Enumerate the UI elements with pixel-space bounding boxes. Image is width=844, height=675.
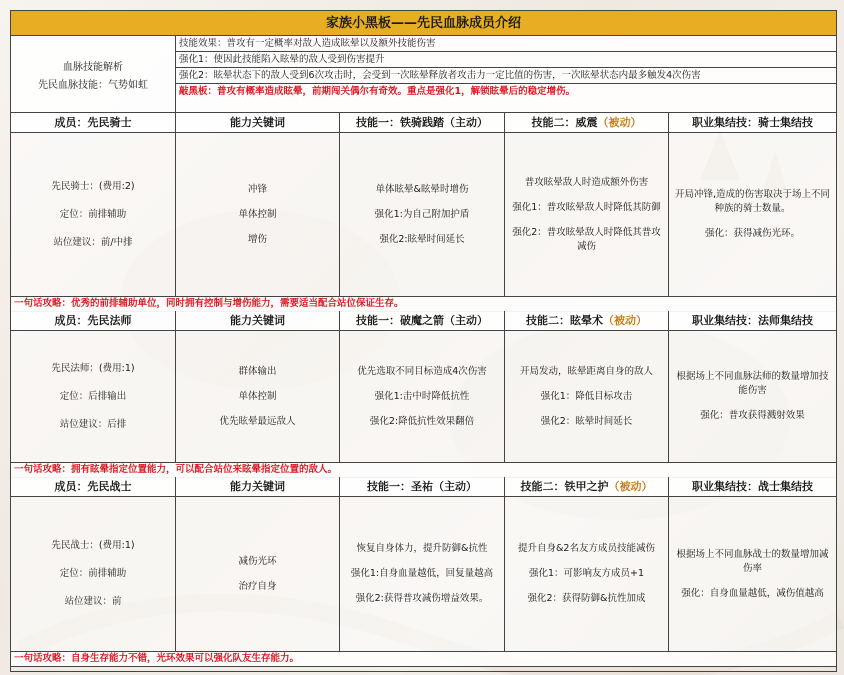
skill2-detail-line: 强化2：眩晕时间延长 (540, 415, 633, 427)
ability-keywords-line: 治疗自身 (238, 580, 277, 592)
skill1-header-text: 技能一：铁骑践踏（主动） (356, 116, 488, 129)
member-header (11, 113, 176, 133)
skill1-header-text: 技能一：破魔之箭（主动） (356, 314, 488, 327)
skill1-detail-line: 恢复自身体力，提升防御&抗性 (356, 543, 488, 554)
ability-header (176, 477, 340, 497)
member-header (11, 311, 176, 331)
skill1-detail-line: 强化1:击中时降低抗性 (374, 390, 470, 402)
ability-keywords (176, 497, 340, 652)
member-info-line: 站位建议：前 (64, 596, 122, 607)
skill1-detail (340, 497, 505, 652)
skill2-detail (505, 133, 669, 297)
skill1-header (340, 113, 505, 133)
member-info-line: 站位建议：后排 (59, 418, 127, 430)
class-skill-detail-line: 强化：自身血量越低，减伤值越高 (681, 587, 824, 599)
ability-header-text: 能力关键词 (230, 314, 285, 327)
ability-keywords-line: 减伤光环 (238, 555, 277, 567)
skill2-header (505, 477, 669, 497)
skill2-detail-line: 强化2：获得防御&抗性加成 (527, 593, 646, 604)
ability-header-text: 能力关键词 (230, 116, 285, 129)
passive-tag: （被动） (597, 116, 642, 129)
skill2-header (505, 311, 669, 331)
skill1-header-text: 技能一：圣祐（主动） (367, 480, 477, 493)
class-skill-detail-line: 强化：普攻获得溅射效果 (700, 410, 805, 421)
skill2-detail-line: 强化1：可影响友方成员+1 (528, 568, 645, 579)
skill1-detail (340, 331, 505, 463)
skill1-detail (340, 133, 505, 297)
skill2-detail-line: 强化1：普攻眩晕敌人时降低其防御 (512, 201, 661, 213)
ability-keywords (176, 331, 340, 463)
skill1-detail-line: 强化1:为自己附加护盾 (374, 208, 470, 220)
class-skill-detail (669, 133, 836, 297)
skill1-header (340, 311, 505, 331)
skill1-detail-line: 强化1:自身血量越低，回复量越高 (350, 568, 494, 579)
skill2-detail-line: 强化2：普攻眩晕敌人时降低其普攻减伤 (512, 226, 661, 252)
class-skill-header (669, 113, 836, 133)
skill2-detail-line: 强化1：降低目标攻击 (540, 390, 633, 402)
member-header-text: 成员：先民法师 (54, 314, 132, 327)
skill2-detail (505, 331, 669, 463)
member-info (11, 497, 176, 652)
member-summary: 一句话攻略：自身生存能力不错，光环效果可以强化队友生存能力。 (11, 652, 836, 667)
class-skill-detail-line: 强化：获得减伤光环。 (704, 228, 800, 239)
passive-tag: （被动） (608, 480, 653, 493)
member-header-text: 成员：先民战士 (54, 480, 132, 493)
passive-tag: （被动） (603, 314, 647, 327)
skill1-detail-line: 单体眩晕&眩晕时增伤 (375, 183, 469, 195)
class-skill-detail-line: 根据场上不同血脉法师的数量增加技能伤害 (676, 371, 829, 396)
ability-keywords-line: 冲锋 (247, 183, 267, 195)
skill2-header-text: 技能二：眩晕术 (526, 314, 603, 327)
skill2-header-text: 技能二：铁甲之护 (520, 480, 609, 493)
skill-effect: 技能效果：普攻有一定概率对敌人造成眩晕以及额外技能伤害 (176, 36, 836, 52)
member-info-line: 先民骑士：(费用:2) (51, 180, 135, 192)
class-skill-header-text: 职业集结技：战士集结技 (692, 480, 813, 493)
intro-left-line1: 血脉技能解析 (63, 61, 123, 73)
skill2-detail-line: 提升自身&2名友方成员技能减伤 (518, 543, 655, 554)
ability-header (176, 113, 340, 133)
member-summary: 一句话攻略：拥有眩晕指定位置能力，可以配合站位来眩晕指定位置的敌人。 (11, 463, 836, 478)
class-skill-detail-line: 开局冲锋,造成的伤害取决于场上不同种族的骑士数量。 (674, 189, 831, 214)
member-info-line: 先民战士：(费用:1) (51, 540, 135, 551)
class-skill-detail (669, 497, 836, 652)
skill1-detail-line: 强化2:降低抗性效果翻倍 (369, 415, 475, 427)
skill1-header (340, 477, 505, 497)
class-skill-detail (669, 331, 836, 463)
bloodline-skill-label (11, 36, 176, 113)
ability-header (176, 311, 340, 331)
key-note: 敲黑板：普攻有概率造成眩晕，前期闯关偶尔有奇效。重点是强化1，解锁眩晕后的稳定增伤。 (176, 84, 836, 113)
class-skill-detail-line: 根据场上不同血脉战士的数量增加减伤率 (676, 548, 829, 574)
ability-keywords-line: 单体控制 (238, 390, 277, 402)
member-info-line: 先民法师：(费用:1) (51, 362, 135, 374)
skill2-detail (505, 497, 669, 652)
ability-keywords-line: 群体输出 (238, 365, 277, 377)
class-skill-header-text: 职业集结技：法师集结技 (692, 314, 813, 327)
skill1-detail-line: 强化2:眩晕时间延长 (379, 233, 465, 245)
class-skill-header-text: 职业集结技：骑士集结技 (692, 116, 813, 129)
member-info-line: 定位：后排输出 (59, 390, 127, 402)
member-info-line: 定位：前排辅助 (59, 568, 127, 579)
ability-keywords (176, 133, 340, 297)
page-title: 家族小黑板——先民血脉成员介绍 (11, 11, 836, 36)
intro-left-line2: 先民血脉技能：气势如虹 (38, 79, 148, 91)
skill-boost-1: 强化1：使因此技能陷入眩晕的敌人受到伤害提升 (176, 52, 836, 68)
skill-boost-2: 强化2：眩晕状态下的敌人受到6次攻击时，会受到一次眩晕释放者攻击力一定比值的伤害，一次眩晕状态内最多触发4次伤害 (176, 68, 836, 84)
class-skill-header (669, 477, 836, 497)
ability-keywords-line: 单体控制 (238, 208, 277, 220)
member-header-text: 成员：先民骑士 (54, 116, 132, 129)
skill2-header-text: 技能二：威震 (531, 116, 598, 129)
skill1-detail-line: 优先选取不同目标造成4次伤害 (357, 365, 487, 377)
class-skill-header (669, 311, 836, 331)
skill1-detail-line: 强化2:获得普攻减伤增益效果。 (355, 593, 489, 604)
member-info-line: 站位建议：前/中排 (53, 236, 133, 248)
skill2-detail-line: 普攻眩晕敌人时造成额外伤害 (524, 176, 649, 188)
skill2-header (505, 113, 669, 133)
ability-keywords-line: 增伤 (247, 233, 267, 245)
member-summary: 一句话攻略：优秀的前排辅助单位，同时拥有控制与增伤能力，需要适当配合站位保证生存。 (11, 297, 836, 312)
info-table (10, 10, 837, 672)
member-info (11, 133, 176, 297)
member-info (11, 331, 176, 463)
skill2-detail-line: 开局发动，眩晕距离自身的敌人 (519, 365, 653, 377)
ability-keywords-line: 优先眩晕最远敌人 (219, 415, 296, 427)
member-info-line: 定位：前排辅助 (59, 208, 127, 220)
ability-header-text: 能力关键词 (230, 480, 285, 493)
member-header (11, 477, 176, 497)
